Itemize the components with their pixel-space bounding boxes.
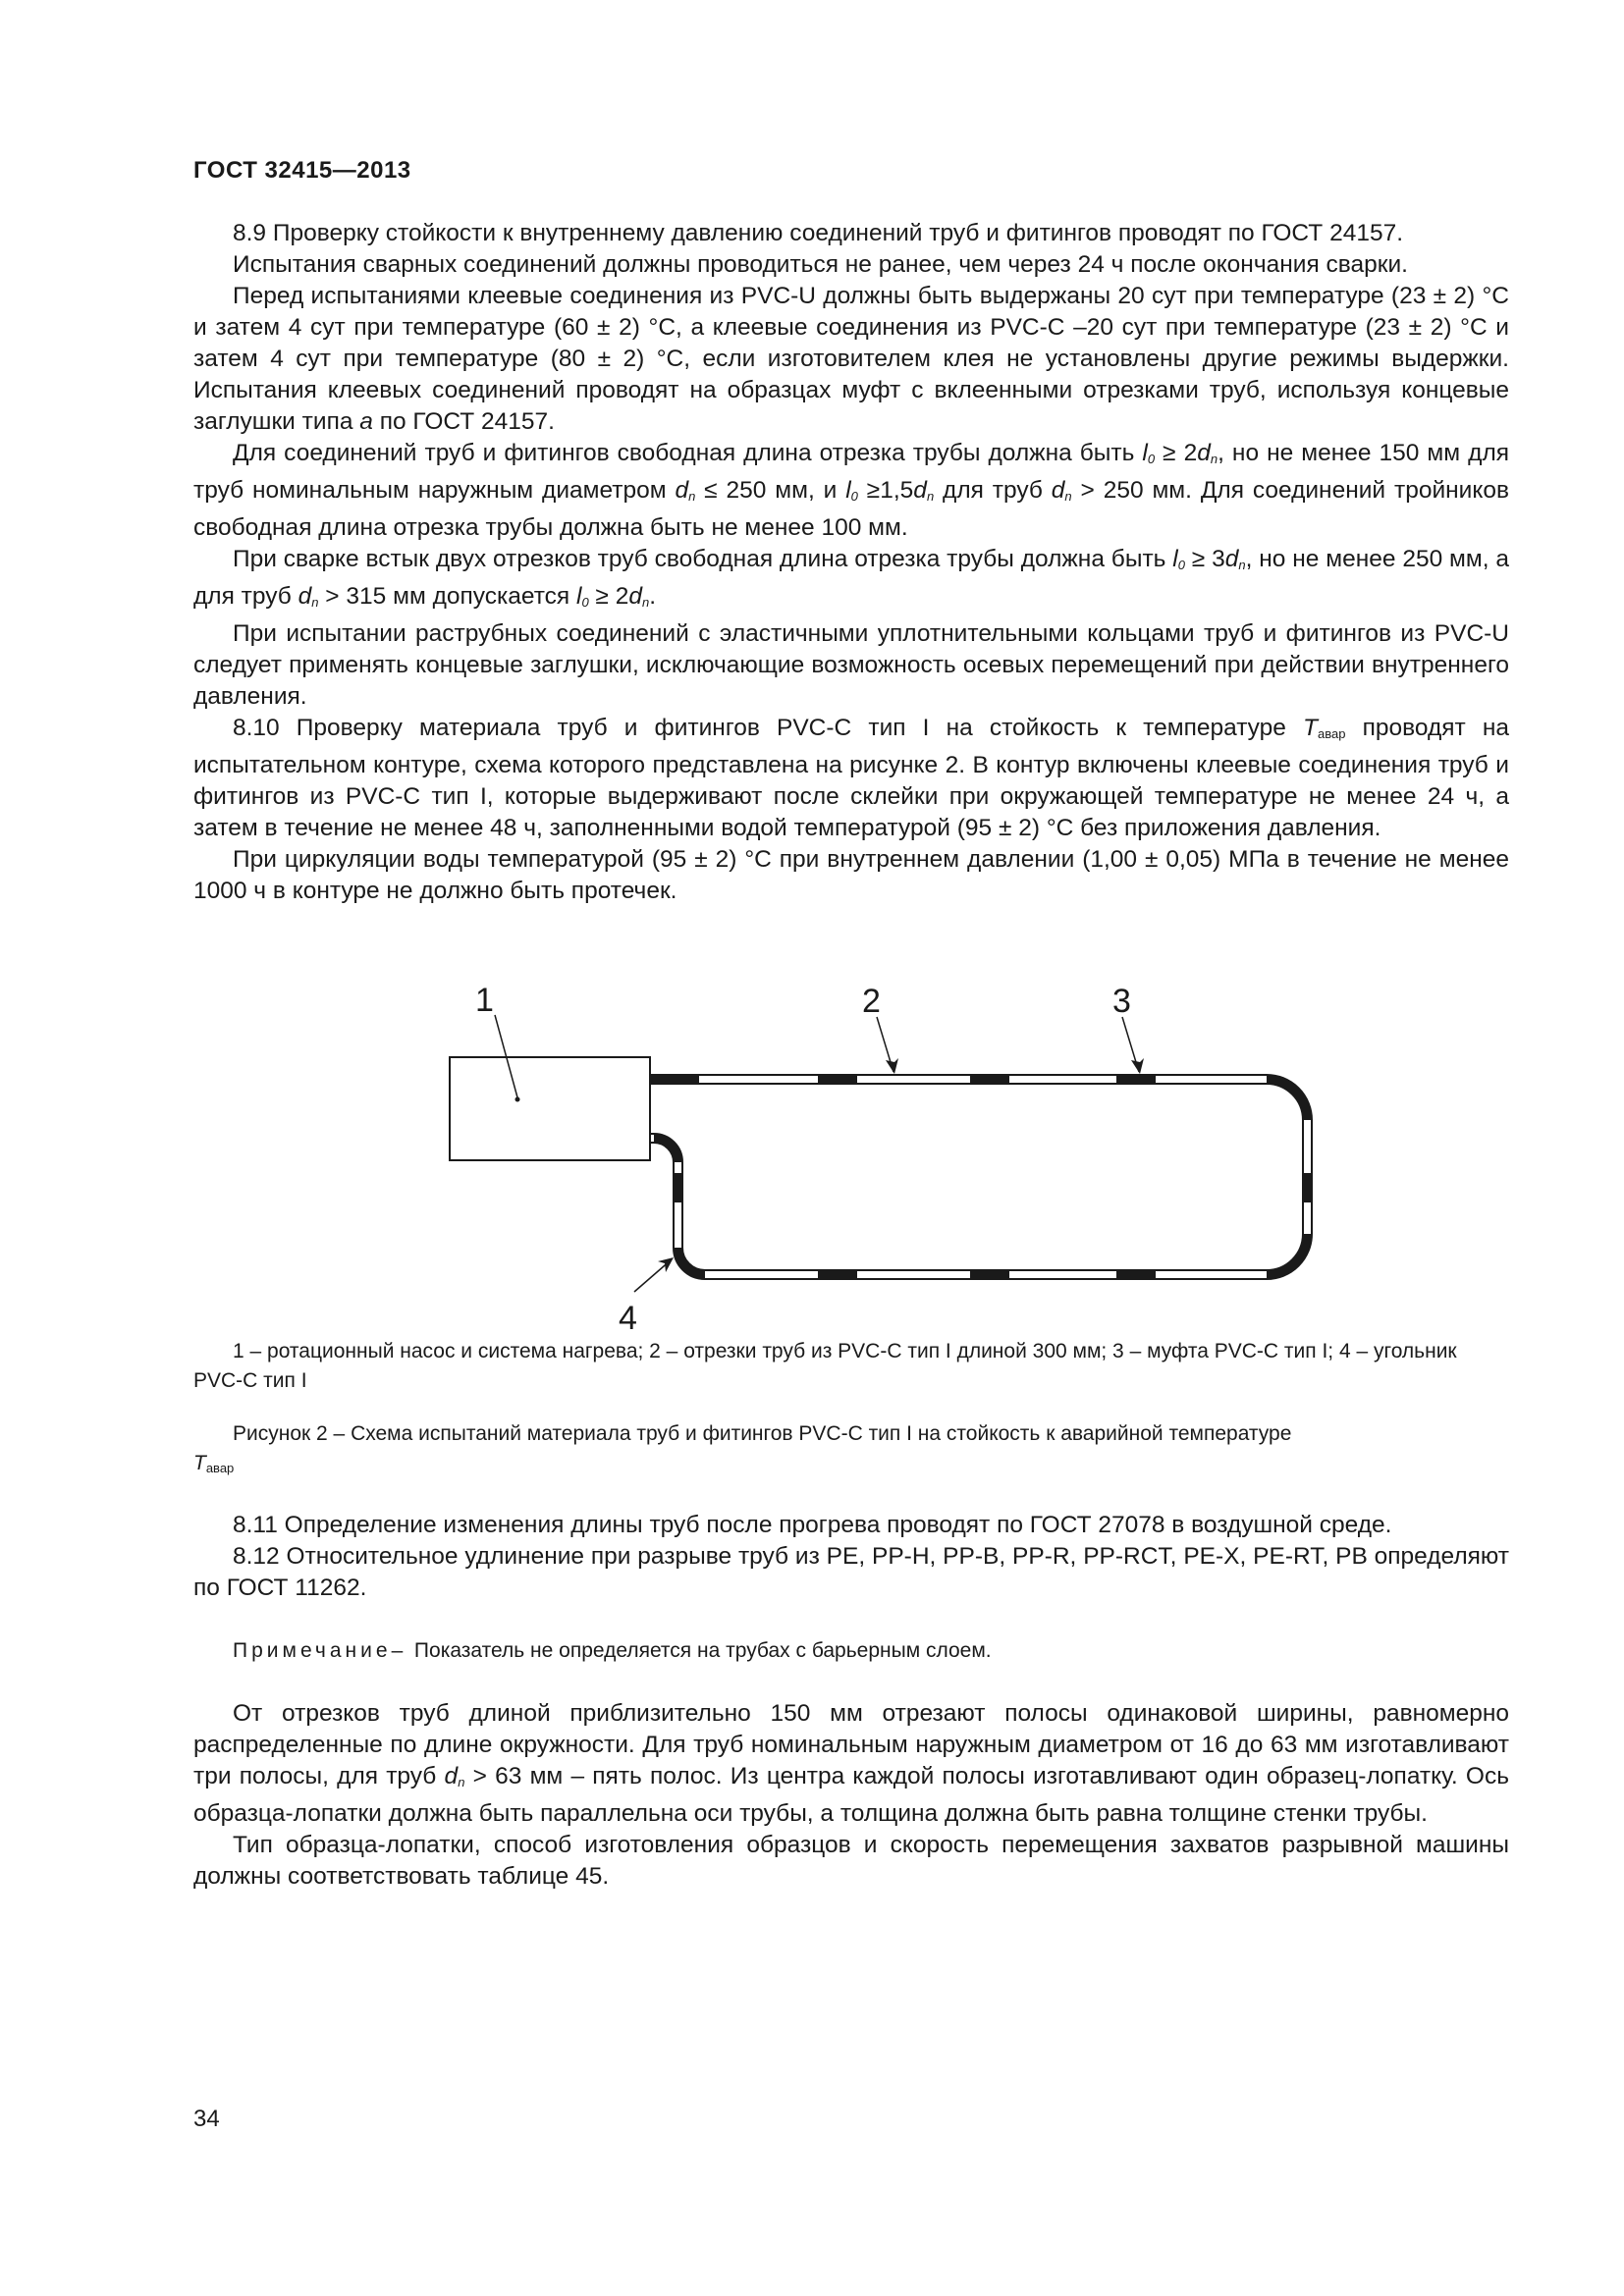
symbol-l0: $l_0$ xyxy=(575,583,589,610)
pump-center-dot xyxy=(515,1097,520,1102)
arrowhead xyxy=(1131,1058,1144,1074)
symbol-l0: $l_0$ xyxy=(845,477,858,504)
coupling xyxy=(1116,1075,1156,1084)
paragraph: При сварке встык двух отрезков труб свободная длина отрезка трубы должна быть $l_0 \ge 3d_n$, но не менее 250 мм, а для труб $d_n > 315$ мм допускается $l_0 \ge 2d_n$. xyxy=(193,546,1509,610)
paragraph xyxy=(193,1698,1509,1830)
coupling xyxy=(970,1075,1009,1084)
note-text: Показатель не определяется на трубах с барьерным слоем. xyxy=(413,1639,992,1662)
paragraph-text: > 250 мм. Для соединений тройников свободная длина отрезка трубы должна быть не менее 100 мм. xyxy=(193,477,1509,541)
figure-label-3: 3 xyxy=(1112,983,1131,1020)
paragraph-text: > 315 мм допускается xyxy=(325,583,570,610)
paragraph-text: для труб xyxy=(943,477,1043,504)
pipe-segment xyxy=(650,1075,699,1084)
symbol-dn: $d_n$ xyxy=(675,477,696,504)
paragraph-text: проводят на испытательном контуре, схема которого представлена на рисунке 2. В контур включены клеевые соединения труб и фитингов из PVC-C тип I, которые выдерживают после склейки при окружающей температуре не менее 24 ч, а затем в течение не менее 48 ч, заполненными водой температурой (95 ± 2) °С без приложения давления. xyxy=(193,715,1509,841)
paragraph-text: При испытании раструбных соединений с эластичными уплотнительными кольцами труб и фитингов из PVC-U следует применять концевые заглушки, исключающие возможность осевых перемещений при действии внутреннего давления. xyxy=(193,620,1509,710)
paragraph-text: Тип образца-лопатки, способ изготовления образцов и скорость перемещения захватов разрывной машины должны соответствовать таблице 45. xyxy=(193,1832,1509,1890)
coupling xyxy=(818,1075,857,1084)
elbow xyxy=(1267,1234,1312,1279)
paragraph xyxy=(193,1510,1509,1541)
paragraph-text: Испытания сварных соединений должны проводиться не ранее, чем через 24 ч после окончания сварки. xyxy=(233,251,1408,278)
paragraph-text: , но не менее 150 мм для труб номинальным наружным диаметром xyxy=(193,440,1510,504)
symbol-dn: $d_n$ xyxy=(1197,440,1218,466)
italic-type: а xyxy=(359,408,373,435)
symbol-dn: $d_n$ xyxy=(1051,477,1072,504)
body-section-3 xyxy=(193,1698,1509,1893)
caption-line xyxy=(193,1419,1509,1449)
figure-label-2: 2 xyxy=(862,983,881,1020)
figure-label-1: 1 xyxy=(475,982,494,1019)
symbol-dn: $d_n$ xyxy=(913,477,935,504)
coupling xyxy=(1303,1173,1312,1202)
coupling xyxy=(674,1173,682,1202)
note-label: Примечание xyxy=(233,1639,392,1662)
caption-symbol: $T_{авар}$ xyxy=(193,1452,235,1475)
paragraph-text: При сварке встык двух отрезков труб свободная длина отрезка трубы должна быть xyxy=(233,546,1166,572)
elbow xyxy=(654,1134,682,1162)
coupling xyxy=(1116,1270,1156,1279)
paragraph-text: Перед испытаниями клеевые соединения из PVC-U должны быть выдержаны 20 сут при температуре (23 ± 2) °С и затем 4 сут при температуре (60 ± 2) °С, а клеевые соединения из PVC-C –20 сут при температуре (23 ± 2) °С и затем 4 сут при температуре (80 ± 2) °С, если изготовителем клея не установлены другие режимы выдержки. Испытания клеевых соединений проводят на образцах муфт с вклеенными отрезками труб, используя концевые заглушки типа xyxy=(193,283,1509,435)
paragraph-text: 8.10 Проверку материала труб и фитингов PVC-C тип I на стойкость к температуре xyxy=(233,715,1286,741)
paragraph-text: От отрезков труб длиной приблизительно 150 мм отрезают полосы одинаковой ширины, равномерно распределенные по длине окружности. Для труб номинальным наружным диаметром от 16 до 63 мм изготавливают три полосы, для труб xyxy=(193,1700,1509,1789)
paragraph-text: ≤ 250 мм, и xyxy=(704,477,838,504)
symbol-l0: $l_0$ xyxy=(1172,546,1185,572)
elbow xyxy=(1267,1075,1312,1120)
caption-text: Рисунок 2 – Схема испытаний материала труб и фитингов PVC-C тип I на стойкость к аварийной температуре xyxy=(233,1422,1292,1445)
arrowhead xyxy=(886,1058,898,1074)
paragraph-text: , но не менее 250 мм, а для труб xyxy=(193,546,1509,610)
paragraph-text: При циркуляции воды температурой (95 ± 2) °С при внутреннем давлении (1,00 ± 0,05) МПа в течение не менее 1000 ч в контуре не должно быть протечек. xyxy=(193,846,1509,904)
paragraph xyxy=(193,1830,1509,1893)
figure-label-4: 4 xyxy=(619,1300,637,1335)
symbol-dn: $d_n$ xyxy=(628,583,650,610)
paragraph-text: ≥ 2 xyxy=(595,583,629,610)
coupling xyxy=(818,1270,857,1279)
figure-legend xyxy=(193,1337,1509,1396)
paragraph-text: ≥ 3 xyxy=(1191,546,1225,572)
paragraph-text: ≥ 2 xyxy=(1163,440,1198,466)
symbol-t-avar: $T_{авар}$ xyxy=(1303,715,1346,741)
note xyxy=(233,1636,992,1666)
paragraph-text: > 63 мм – пять полос. Из центра каждой полосы изготавливают один образец-лопатку. Ось образца-лопатки должна быть параллельна оси трубы, а толщина должна быть равна толщине стенки трубы. xyxy=(193,1763,1509,1827)
figure-caption xyxy=(193,1419,1509,1483)
note-dash: – xyxy=(391,1639,404,1662)
document-header: ГОСТ 32415—2013 xyxy=(193,157,411,184)
pipe-inner xyxy=(650,1084,1303,1270)
paragraph-text: 8.11 Определение изменения длины труб после прогрева проводят по ГОСТ 27078 в воздушной среде. xyxy=(233,1512,1392,1538)
coupling xyxy=(970,1270,1009,1279)
paragraph xyxy=(193,1541,1509,1604)
legend-items: 1 – ротационный насос и система нагрева; 2 – отрезки труб из PVC-C тип I длиной 300 мм; 3 – муфта PVC-C тип I; 4 – угольник PVC-C тип I xyxy=(193,1340,1457,1392)
paragraph-text: 8.12 Относительное удлинение при разрыве труб из PE, PP-H, PP-B, PP-R, PP-RCT, PE-X, PE-RT, PB определяют по ГОСТ 11262. xyxy=(193,1543,1509,1601)
paragraph-text: ≥1,5 xyxy=(866,477,914,504)
symbol-dn: $d_n$ xyxy=(444,1763,465,1789)
pump-box xyxy=(450,1057,650,1160)
paragraph-text: по ГОСТ 24157. xyxy=(379,408,555,435)
body-section-2 xyxy=(193,1510,1509,1604)
pipe-outer xyxy=(650,1075,1312,1279)
page-number: 34 xyxy=(193,2106,220,2132)
symbol-dn: $d_n$ xyxy=(1224,546,1246,572)
paragraph-text: Для соединений труб и фитингов свободная длина отрезка трубы должна быть xyxy=(233,440,1135,466)
symbol-dn: $d_n$ xyxy=(298,583,319,610)
paragraph-text: 8.9 Проверку стойкости к внутреннему давлению соединений труб и фитингов проводят по ГОСТ 24157. xyxy=(233,220,1404,246)
symbol-l0: $l_0$ xyxy=(1142,440,1156,466)
